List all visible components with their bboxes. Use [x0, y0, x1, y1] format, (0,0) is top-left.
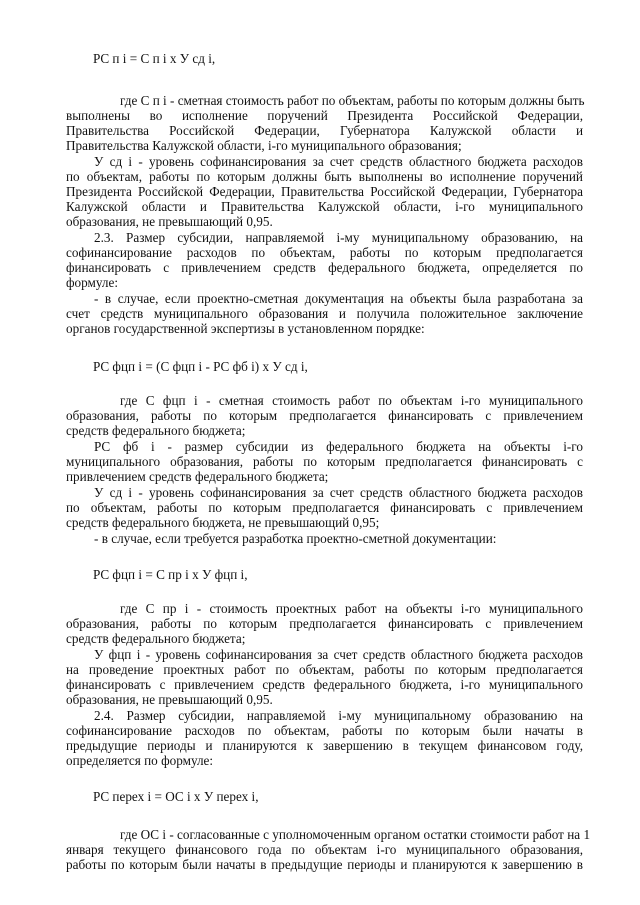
paragraph-line: - в случае, если требуется разработка проектно-сметной документации: [94, 531, 497, 546]
paragraph-line: привлечением средств федерального бюджета; [66, 469, 329, 484]
paragraph-line: образования, работы по которым предполагается финансировать с привлечением [66, 616, 583, 631]
paragraph-line: финансировать с привлечением средств федерального бюджета, определяется по [66, 260, 583, 275]
paragraph-line: У сд i - уровень софинансирования за счет средств областного бюджета расходов [94, 485, 583, 500]
paragraph-line: У сд i - уровень софинансирования за счет средств областного бюджета расходов [94, 154, 583, 169]
section-2-3-heading: 2.3. Размер субсидии, направляемой i-му муниципальному образованию, на [94, 230, 583, 245]
paragraph-line: софинансирование расходов по объектам, работы по которым были начаты в [66, 723, 583, 738]
paragraph-line: работы по которым были начаты в предыдущие периоды и планируются к завершению в [66, 857, 583, 872]
paragraph-line: органов государственной экспертизы в установленном порядке: [66, 321, 425, 336]
formula-rc-fcp-design: PC фцп i = С пр i x У фцп i, [93, 567, 248, 582]
paragraph-line: - в случае, если проектно-сметная документация на объекты была разработана за [94, 291, 583, 306]
paragraph-line: Калужской области и Правительства Калужской области, i-го муниципального [66, 199, 583, 214]
paragraph-line: по объектам, работы по которым должны быть выполнены во исполнение поручений [66, 169, 583, 184]
paragraph-line: средств федерального бюджета; [66, 631, 246, 646]
section-2-4-heading: 2.4. Размер субсидии, направляемой i-му муниципальному образованию на [94, 708, 583, 723]
paragraph-line: где С фцп i - сметная стоимость работ по объектам i-го муниципального [120, 393, 583, 408]
formula-rc-fcp: PC фцп i = (С фцп i - PC фб i) x У сд i, [93, 359, 308, 374]
paragraph-line: финансировать с привлечением средств федерального бюджета, i-го муниципального [66, 677, 583, 692]
paragraph-line: Правительства Российской Федерации, Губернатора Калужской области и [66, 123, 583, 138]
paragraph-line: средств федерального бюджета; [66, 423, 246, 438]
paragraph-line: счет средств муниципального образования и получила положительное заключение [66, 306, 583, 321]
paragraph-line: выполнены во исполнение поручений Президента Российской Федерации, [66, 108, 583, 123]
paragraph-line: средств федерального бюджета, не превышающий 0,95; [66, 515, 380, 530]
paragraph-line: Правительства Калужской области, i-го муниципального образования; [66, 138, 462, 153]
paragraph-line: определяется по формуле: [66, 753, 214, 768]
paragraph-line: предыдущие периоды и планируются к завершению в текущем финансовом году, [66, 738, 583, 753]
paragraph-line: PC фб i - размер субсидии из федерального бюджета на объекты i-го [94, 439, 583, 454]
paragraph-line: где С п i - сметная стоимость работ по объектам, работы по которым должны быть [120, 93, 585, 108]
paragraph-line: образования, не превышающий 0,95. [66, 214, 273, 229]
paragraph-line: софинансирование расходов по объектам, работы по которым предполагается [66, 245, 583, 260]
paragraph-line: где С пр i - стоимость проектных работ на объекты i-го муниципального [120, 601, 583, 616]
paragraph-line: где ОС i - согласованные с уполномоченным органом остатки стоимости работ на 1 [120, 827, 591, 842]
paragraph-line: по объектам, работы по которым предполагается финансировать с привлечением [66, 500, 583, 515]
paragraph-line: образования, работы по которым предполагается финансировать с привлечением [66, 408, 583, 423]
paragraph-line: У фцп i - уровень софинансирования за счет средств областного бюджета расходов [94, 647, 583, 662]
paragraph-line: формуле: [66, 275, 118, 290]
paragraph-line: муниципального образования, работы по которым предполагается финансировать с [66, 454, 583, 469]
paragraph-line: образования, не превышающий 0,95. [66, 692, 273, 707]
formula-rc-p: PC п i = С п i x У сд i, [93, 51, 216, 66]
paragraph-line: на проведение проектных работ по объектам, работы по которым предполагается [66, 662, 583, 677]
paragraph-line: января текущего финансового года по объектам i-го муниципального образования, [66, 842, 583, 857]
formula-rc-perekh: PC перех i = ОС i x У перех i, [93, 789, 259, 804]
paragraph-line: Президента Российской Федерации, Правительства Российской Федерации, Губернатора [66, 184, 583, 199]
